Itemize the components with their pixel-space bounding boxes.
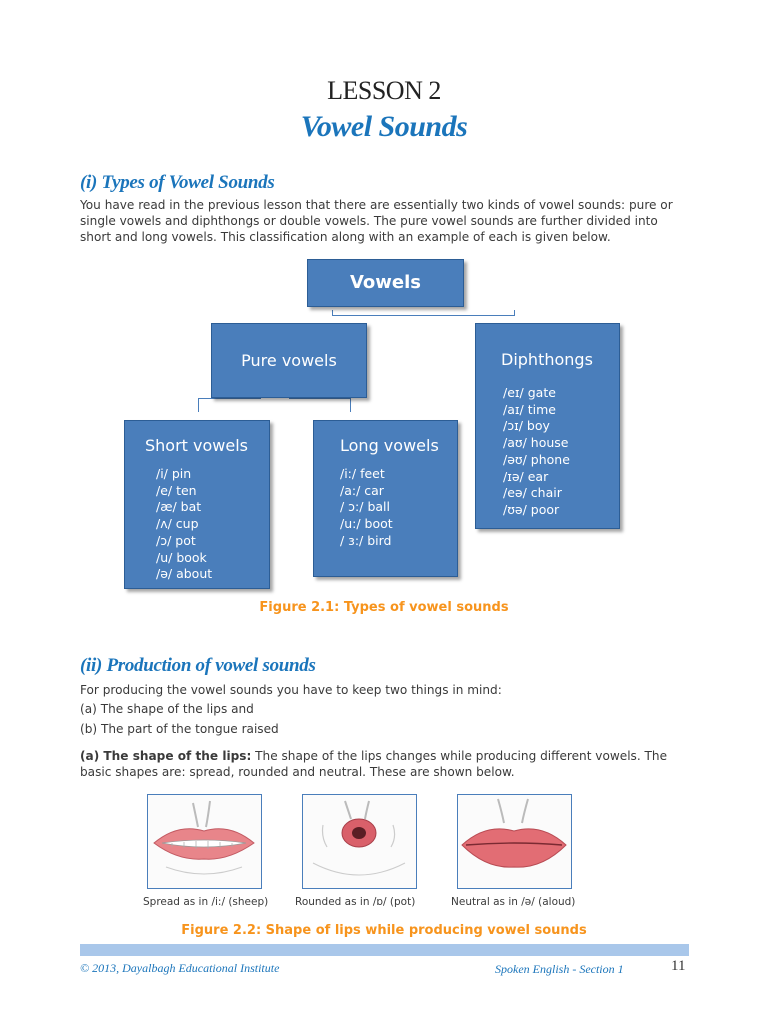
production-intro: For producing the vowel sounds you have to keep two things in mind: <box>80 683 502 697</box>
page-number: 11 <box>671 958 686 974</box>
paragraph-line-1: You have read in the previous lesson that there are essentially two kinds of vowel sounds: pure or <box>80 198 673 212</box>
diphthong-item: /ʊə/ poor <box>503 501 560 517</box>
diphthongs-list <box>503 385 570 519</box>
spread-lips-image <box>147 794 262 889</box>
connector-root-left <box>332 310 385 316</box>
paragraph-line-2: single vowels and diphthongs or double vowels. The pure vowel sounds are further divided into <box>80 214 658 228</box>
short-vowel-item: /æ/ bat <box>156 499 202 515</box>
connector-pure-long <box>289 398 351 412</box>
lips-paragraph-line-2: basic shapes are: spread, rounded and neutral. These are shown below. <box>80 765 515 779</box>
short-vowels-list <box>156 466 212 583</box>
diphthong-item: /eə/ chair <box>503 485 562 501</box>
pure-vowels-label: Pure vowels <box>241 351 337 370</box>
point-a: (a) The shape of the lips and <box>80 702 254 716</box>
lesson-number: LESSON 2 <box>327 76 441 105</box>
neutral-lips-drawing <box>458 795 571 888</box>
rounded-lips-image <box>302 794 417 889</box>
long-vowel-item: /i:/ feet <box>340 466 385 481</box>
footer-bar <box>80 944 689 956</box>
diphthong-item: /əʊ/ phone <box>503 451 570 467</box>
short-vowel-item: /i/ pin <box>156 466 192 481</box>
short-vowel-item: /ʌ/ cup <box>156 516 199 532</box>
rounded-lips-drawing <box>303 795 416 888</box>
long-vowel-item: / ɔ:/ ball <box>340 499 390 515</box>
long-vowel-item: /a:/ car <box>340 482 384 498</box>
rounded-lips-caption: Rounded as in /ɒ/ (pot) <box>295 896 416 908</box>
long-vowels-label: Long vowels <box>340 436 439 455</box>
lips-paragraph-line-1 <box>80 749 667 763</box>
lesson-title: Vowel Sounds <box>300 110 468 143</box>
pure-vowels-box <box>211 323 367 398</box>
short-vowel-item: /ɔ/ pot <box>156 532 196 548</box>
long-vowel-item: /u:/ boot <box>340 516 393 532</box>
long-vowels-box <box>313 420 458 577</box>
short-vowels-box <box>124 420 270 589</box>
lips-text-1: The shape of the lips changes while producing different vowels. The <box>251 749 668 763</box>
figure-2-2-caption: Figure 2.2: Shape of lips while producing vowel sounds <box>181 923 587 938</box>
lips-label: (a) The shape of the lips: <box>80 749 252 763</box>
figure-2-1-caption: Figure 2.1: Types of vowel sounds <box>259 600 509 615</box>
footer-copyright: © 2013, Dayalbagh Educational Institute <box>80 961 280 975</box>
paragraph-line-3: short and long vowels. This classification along with an example of each is given below. <box>80 230 611 244</box>
short-vowel-item: /ə/ about <box>156 566 213 582</box>
short-vowel-item: /u/ book <box>156 549 207 565</box>
section-heading-types: (i) Types of Vowel Sounds <box>80 172 275 193</box>
point-b: (b) The part of the tongue raised <box>80 722 279 736</box>
diphthong-item: /ɪə/ ear <box>503 468 549 484</box>
diphthong-item: /ɔɪ/ boy <box>503 418 550 434</box>
spread-lips-drawing <box>148 795 261 888</box>
long-vowel-item: / ɜ:/ bird <box>340 532 392 548</box>
vowels-root-label: Vowels <box>349 272 422 293</box>
short-vowels-label: Short vowels <box>145 436 248 455</box>
diphthong-item: /aʊ/ house <box>503 435 569 451</box>
neutral-lips-caption: Neutral as in /ə/ (aloud) <box>451 896 576 908</box>
footer-course: Spoken English - Section 1 <box>495 962 624 976</box>
vowels-root-box <box>307 259 464 307</box>
neutral-lips-image <box>457 794 572 889</box>
short-vowel-item: /e/ ten <box>156 482 197 498</box>
section-heading-production: (ii) Production of vowel sounds <box>80 655 316 676</box>
long-vowels-list <box>340 466 393 550</box>
diphthongs-box <box>475 323 620 529</box>
diphthong-item: /eɪ/ gate <box>503 385 556 400</box>
diphthongs-label: Diphthongs <box>501 350 593 369</box>
diphthong-item: /aɪ/ time <box>503 401 556 417</box>
connector-root-right <box>385 310 515 316</box>
spread-lips-caption: Spread as in /i:/ (sheep) <box>143 896 269 908</box>
connector-pure-short <box>198 398 261 412</box>
